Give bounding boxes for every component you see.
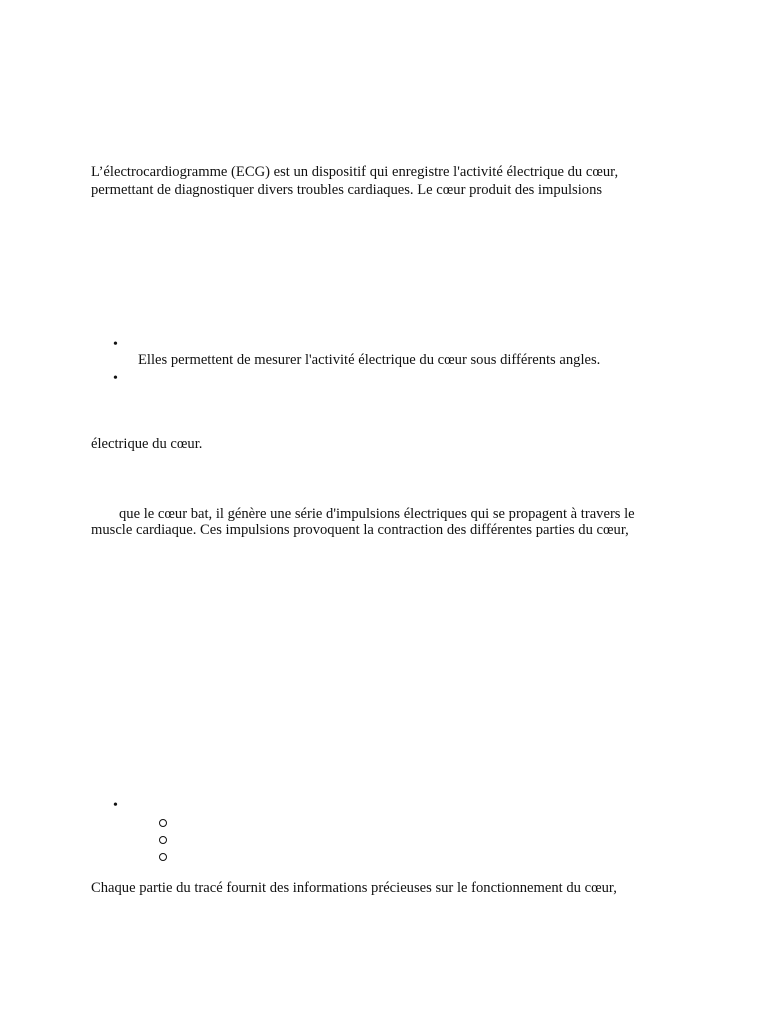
list-item-1-text: Elles permettent de mesurer l'activité électrique du cœur sous différents angles. [138,352,601,368]
trace-info-line: Chaque partie du tracé fournit des informations précieuses sur le fonctionnement du cœur, [91,880,617,896]
heart-electric-line: électrique du cœur. [91,436,203,452]
heartbeat-line-2: muscle cardiaque. Ces impulsions provoquent la contraction des différentes parties du cœur, [91,522,629,538]
list-bullet-2: • [113,371,118,386]
sub-list-bullet-1 [159,819,167,827]
list-bullet-3: • [113,798,118,813]
intro-line-2: permettant de diagnostiquer divers troubles cardiaques. Le cœur produit des impulsions [91,182,603,198]
intro-line-1: L’électrocardiogramme (ECG) est un dispositif qui enregistre l'activité électrique du cœur, [91,164,619,180]
sub-list-bullet-2 [159,836,167,844]
heartbeat-line-1: que le cœur bat, il génère une série d'impulsions électriques qui se propagent à travers le [119,506,635,522]
list-bullet-1: • [113,337,118,352]
sub-list-bullet-3 [159,853,167,861]
